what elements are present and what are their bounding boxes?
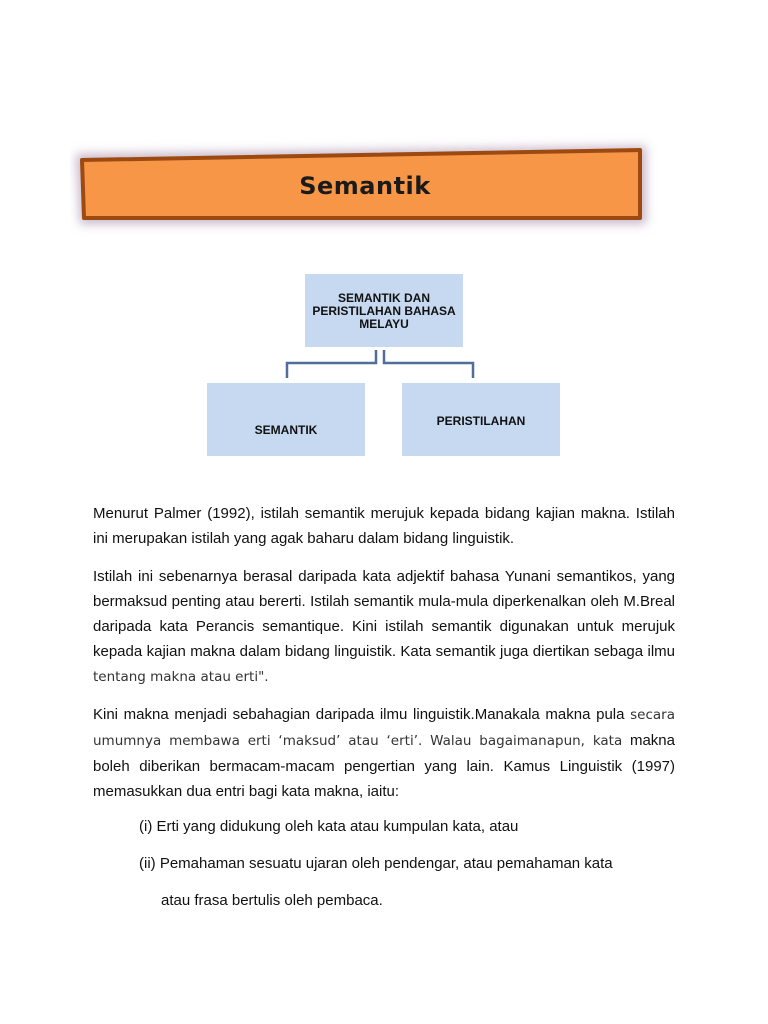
page-title: Semantik — [299, 172, 431, 200]
org-child-semantik — [207, 383, 365, 456]
org-child-label: SEMANTIK — [254, 423, 318, 437]
org-child-peristilahan — [402, 383, 560, 456]
paragraph-3-part-b: secara umumnya membawa erti ‘maksud’ atau ‘erti’. Walau bagaimanapun, kata — [93, 707, 675, 749]
paragraph-2-main: Istilah ini sebenarnya berasal daripada kata adjektif bahasa Yunani semantikos, yang bermaksud penting atau bererti. Istilah semantik mula-mula diperkenalkan oleh M.Breal daripada kata Perancis semantique. Kini istilah semantik digunakan untuk merujuk kepada kajian makna dalam bidang linguistik. Kata semantik juga diertikan sebaga ilmu — [93, 568, 675, 660]
org-root-label: SEMANTIK DAN PERISTILAHAN BAHASA MELAYU — [312, 291, 456, 331]
connector-right — [384, 350, 473, 378]
org-child-label: PERISTILAHAN — [436, 414, 526, 428]
paragraph-2-tail: tentang makna atau erti". — [93, 669, 269, 685]
paragraph-3 — [93, 702, 675, 804]
paragraph-3-part-a: Kini makna menjadi sebahagian daripada ilmu linguistik.Manakala makna pula — [93, 706, 631, 723]
list-item: (ii) Pemahaman sesuatu ujaran oleh pendengar, atau pemahaman kata — [139, 855, 613, 872]
paragraph-1: Menurut Palmer (1992), istilah semantik merujuk kepada bidang kajian makna. Istilah ini merupakan istilah yang agak baharu dalam bidang linguistik. — [93, 505, 675, 547]
paragraph-3-part-c: makna boleh diberikan bermacam-macam pengertian yang lain. Kamus Linguistik (1997) memasukkan dua entri bagi kata makna, iaitu: — [93, 732, 675, 800]
org-root-box — [305, 274, 463, 347]
paragraph-2 — [93, 564, 675, 690]
connector-left — [287, 350, 376, 378]
list-item: (i) Erti yang didukung oleh kata atau kumpulan kata, atau — [139, 818, 519, 835]
list-item-continuation: atau frasa bertulis oleh pembaca. — [161, 892, 383, 909]
